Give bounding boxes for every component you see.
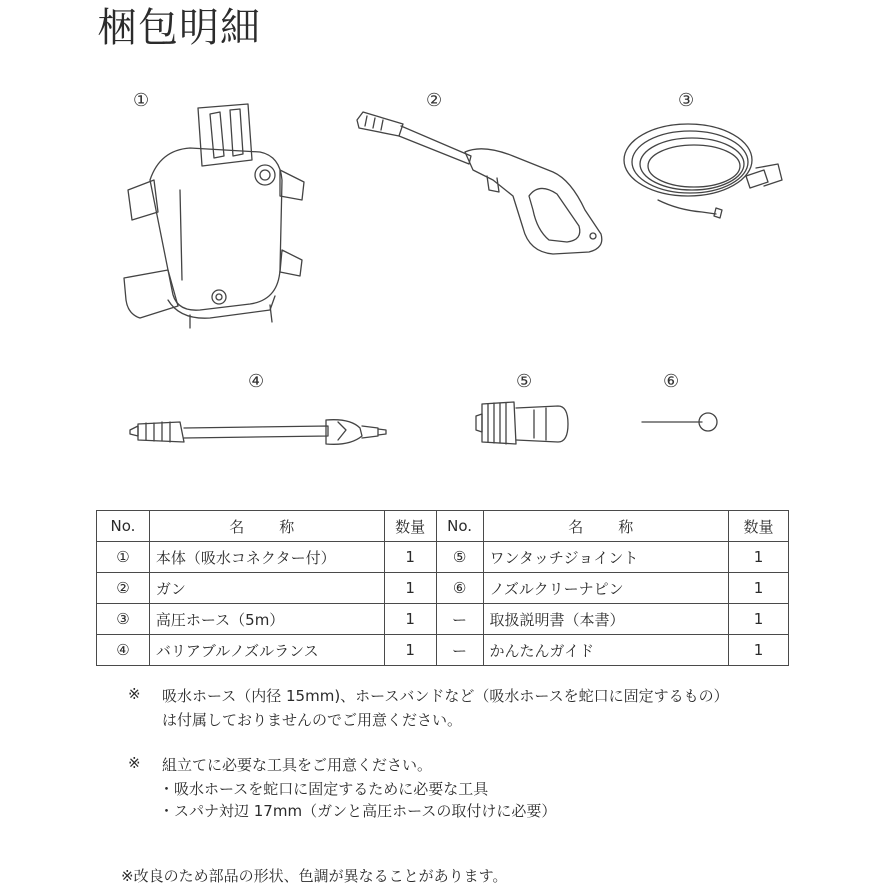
table-header-row: [97, 511, 789, 542]
parts-table: [96, 510, 789, 666]
row-name: かんたんガイド: [483, 635, 729, 666]
header-qty: 数量: [384, 511, 436, 542]
one-touch-joint-illustration: [474, 398, 570, 450]
row-name: 取扱説明書（本書）: [483, 604, 729, 635]
row-qty: 1: [729, 635, 789, 666]
header-name: 名 称: [483, 511, 729, 542]
nozzle-cleaner-pin-illustration: [640, 410, 720, 440]
row-no: ー: [436, 604, 483, 635]
table-row: [97, 635, 789, 666]
footer-note: ※改良のため部品の形状、色調が異なることがあります。: [121, 867, 508, 885]
row-name: ガン: [149, 573, 384, 604]
page-title: 梱包明細: [97, 5, 261, 51]
row-qty: 1: [384, 542, 436, 573]
main-unit-illustration: [120, 100, 310, 335]
row-qty: 1: [729, 542, 789, 573]
row-no: ①: [97, 542, 150, 573]
row-qty: 1: [384, 573, 436, 604]
row-qty: 1: [729, 573, 789, 604]
row-name: 本体（吸水コネクター付）: [149, 542, 384, 573]
note-list-item: ・スパナ対辺 17mm（ガンと高圧ホースの取付けに必要）: [159, 802, 557, 820]
table-row: [97, 573, 789, 604]
note-list-item: ・吸水ホースを蛇口に固定するために必要な工具: [159, 780, 489, 798]
gun-illustration: [353, 110, 613, 260]
row-no: ③: [97, 604, 150, 635]
row-name: バリアブルノズルランス: [149, 635, 384, 666]
row-name: 高圧ホース（5m）: [149, 604, 384, 635]
row-no: ④: [97, 635, 150, 666]
part-number-6: ⑥: [663, 371, 680, 392]
row-no: ⑥: [436, 573, 483, 604]
part-number-3: ③: [678, 90, 695, 111]
note-text: は付属しておりませんのでご用意ください。: [162, 711, 463, 729]
table-row: [97, 604, 789, 635]
header-no: No.: [436, 511, 483, 542]
row-qty: 1: [384, 635, 436, 666]
note-mark: ※: [128, 685, 141, 703]
row-no: ー: [436, 635, 483, 666]
note-text: 組立てに必要な工具をご用意ください。: [162, 756, 433, 774]
row-name: ワンタッチジョイント: [483, 542, 729, 573]
part-number-2: ②: [426, 90, 443, 111]
row-name: ノズルクリーナピン: [483, 573, 729, 604]
header-name: 名 称: [149, 511, 384, 542]
table-row: [97, 542, 789, 573]
high-pressure-hose-illustration: [618, 110, 788, 230]
note-text: 吸水ホース（内径 15mm)、ホースバンドなど（吸水ホースを蛇口に固定するもの）: [162, 687, 729, 705]
row-qty: 1: [384, 604, 436, 635]
row-no: ⑤: [436, 542, 483, 573]
header-qty: 数量: [729, 511, 789, 542]
row-no: ②: [97, 573, 150, 604]
row-qty: 1: [729, 604, 789, 635]
header-no: No.: [97, 511, 150, 542]
part-number-5: ⑤: [516, 371, 533, 392]
note-mark: ※: [128, 754, 141, 772]
nozzle-lance-illustration: [128, 412, 390, 452]
part-number-4: ④: [248, 371, 265, 392]
part-number-1: ①: [133, 90, 150, 111]
